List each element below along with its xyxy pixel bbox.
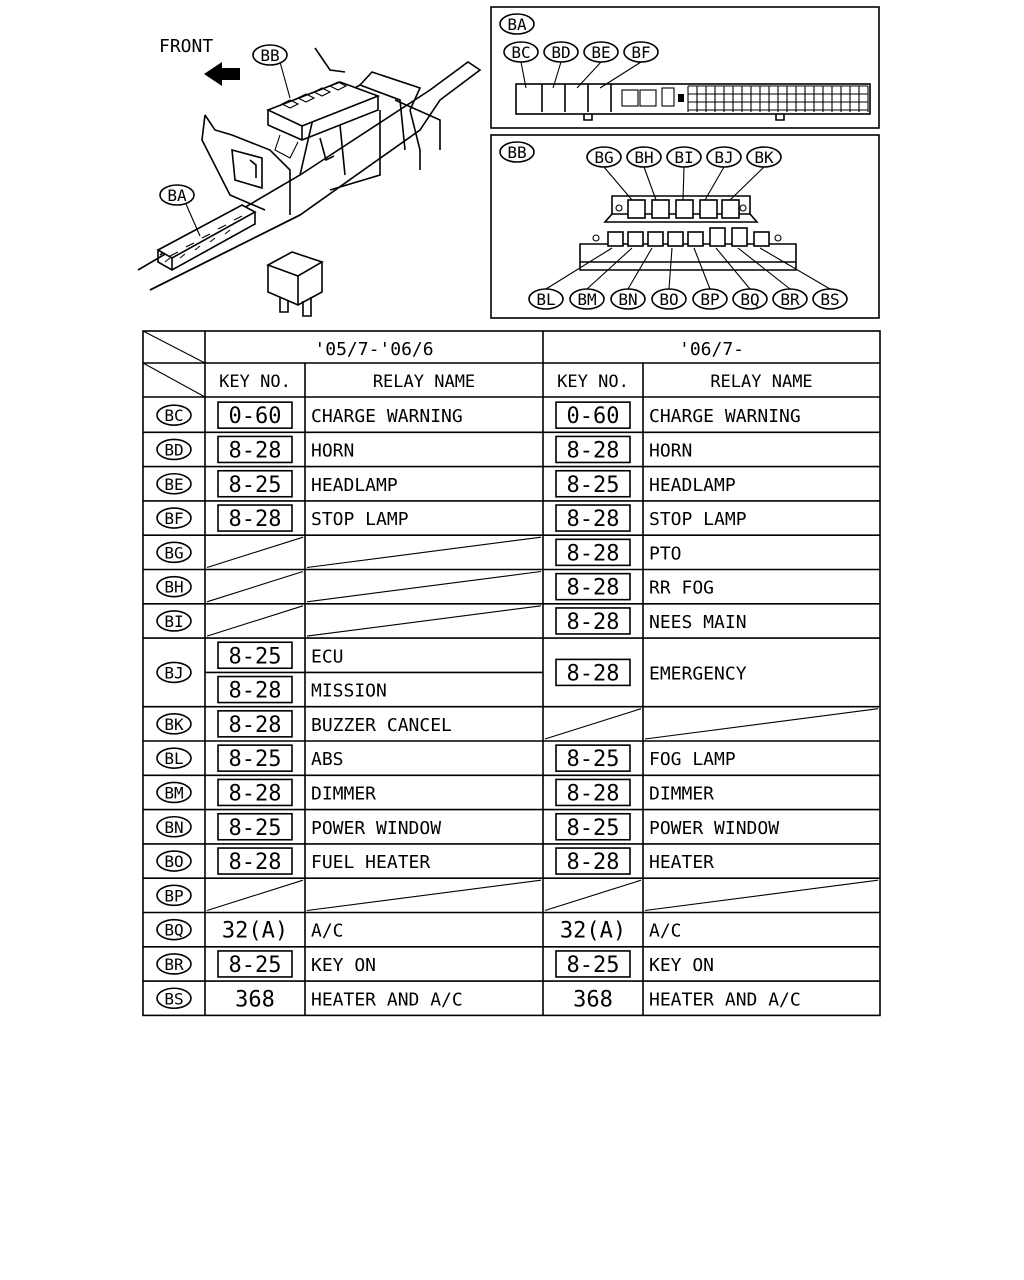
relay-bd-period1: HORN: [311, 440, 355, 462]
key-bf-period2: 8-28: [566, 507, 620, 533]
panel-ba-title: [500, 14, 534, 34]
svg-text:BD: BD: [551, 43, 571, 62]
relay-bo-period2: HEATER: [649, 852, 715, 874]
svg-text:BE: BE: [591, 43, 611, 62]
key-bc-period2: 0-60: [566, 404, 620, 430]
relay-bl-period2: FOG LAMP: [649, 749, 736, 771]
callout-bq: [733, 289, 767, 309]
key-bj-period2: 8-28: [566, 661, 620, 687]
key-bd-period2: 8-28: [566, 438, 620, 464]
svg-text:BB: BB: [260, 46, 280, 65]
callout-bb-main: [253, 45, 287, 65]
relay-bm-period1: DIMMER: [311, 783, 377, 805]
callout-bn: [611, 289, 645, 309]
key-bs-period1: 368: [235, 987, 275, 1013]
svg-text:BC: BC: [511, 43, 531, 62]
key-bl-period2: 8-25: [566, 747, 620, 773]
svg-text:BC: BC: [164, 406, 184, 426]
svg-text:BL: BL: [164, 749, 184, 769]
empty-key-bg-period1: [207, 537, 303, 567]
svg-text:BR: BR: [164, 954, 184, 974]
row-code-bf: [157, 508, 191, 528]
relay-bj-period2: EMERGENCY: [649, 663, 747, 685]
row-code-bd: [157, 439, 191, 459]
relay-bl-period1: ABS: [311, 749, 344, 771]
relay-bq-period2: A/C: [649, 920, 682, 942]
svg-text:BO: BO: [164, 852, 184, 872]
row-code-br: [157, 954, 191, 974]
callout-br: [773, 289, 807, 309]
callout-ba-main: [160, 185, 194, 205]
relay-bn-period1: POWER WINDOW: [311, 817, 442, 839]
key-be-period2: 8-25: [566, 472, 620, 498]
key-bi-period2: 8-28: [566, 609, 620, 635]
relay-bj-1-period1: ECU: [311, 646, 344, 668]
svg-text:BF: BF: [164, 509, 184, 529]
svg-text:BK: BK: [164, 714, 184, 734]
svg-text:BQ: BQ: [740, 290, 760, 309]
header-relay-name-2: RELAY NAME: [710, 372, 813, 392]
svg-text:BA: BA: [167, 186, 187, 205]
callout-bh: [627, 147, 661, 167]
empty-relay-bi-period1: [307, 606, 541, 636]
header-relay-name-1: RELAY NAME: [372, 372, 476, 392]
svg-text:BR: BR: [780, 290, 800, 309]
header-period-1: '05/7-'06/6: [314, 339, 434, 360]
callout-bi: [667, 147, 701, 167]
svg-text:BJ: BJ: [714, 148, 734, 167]
key-bc-period1: 0-60: [228, 404, 282, 430]
front-label: FRONT: [159, 36, 214, 57]
header-key-no-2: KEY NO.: [557, 372, 629, 392]
key-bl-period1: 8-25: [228, 747, 282, 773]
callout-bg: [587, 147, 621, 167]
empty-key-bi-period1: [207, 606, 303, 636]
empty-relay-bg-period1: [307, 537, 541, 567]
empty-key-bh-period1: [207, 572, 303, 602]
empty-key-bp-period2: [545, 880, 641, 910]
callout-bf: [624, 42, 658, 62]
row-code-bh: [157, 577, 191, 597]
callout-bp: [693, 289, 727, 309]
row-code-bg: [157, 542, 191, 562]
svg-text:BJ: BJ: [164, 663, 184, 683]
callout-bk: [747, 147, 781, 167]
key-bd-period1: 8-28: [228, 438, 282, 464]
row-code-bp: [157, 885, 191, 905]
svg-text:BG: BG: [594, 148, 614, 167]
empty-relay-bk-period2: [645, 709, 878, 739]
svg-text:BN: BN: [618, 290, 638, 309]
relay-bj-2-period1: MISSION: [311, 680, 387, 702]
svg-text:BO: BO: [659, 290, 679, 309]
relay-br-period1: KEY ON: [311, 954, 377, 976]
empty-key-bp-period1: [207, 880, 303, 910]
key-bq-period2: 32(A): [559, 918, 627, 944]
svg-text:BI: BI: [674, 148, 694, 167]
relay-bh-period2: RR FOG: [649, 577, 715, 599]
callout-bs: [813, 289, 847, 309]
empty-relay-bp-period2: [645, 880, 878, 910]
row-code-bs: [157, 988, 191, 1008]
svg-text:BH: BH: [164, 577, 184, 597]
callout-bj: [707, 147, 741, 167]
svg-text:BD: BD: [164, 440, 184, 460]
key-bs-period2: 368: [573, 987, 613, 1013]
panel-ba: [491, 7, 879, 128]
relay-bk-period1: BUZZER CANCEL: [311, 714, 452, 736]
svg-text:BS: BS: [820, 290, 840, 309]
key-bh-period2: 8-28: [566, 575, 620, 601]
svg-text:BA: BA: [507, 15, 527, 34]
empty-relay-bp-period1: [307, 880, 541, 910]
relay-bm-period2: DIMMER: [649, 783, 715, 805]
relay-bs-period1: HEATER AND A/C: [311, 989, 463, 1011]
callout-bl: [529, 289, 563, 309]
relay-bd-period2: HORN: [649, 440, 693, 462]
svg-text:BI: BI: [164, 611, 184, 631]
empty-key-bk-period2: [545, 709, 641, 739]
row-code-bi: [157, 611, 191, 631]
callout-bd: [544, 42, 578, 62]
key-bm-period1: 8-28: [228, 781, 282, 807]
svg-text:BP: BP: [164, 886, 184, 906]
svg-text:BN: BN: [164, 817, 184, 837]
row-code-bc: [157, 405, 191, 425]
relay-bg-period2: PTO: [649, 543, 682, 565]
key-bo-period2: 8-28: [566, 850, 620, 876]
svg-text:BE: BE: [164, 474, 184, 494]
empty-relay-bh-period1: [307, 572, 541, 602]
svg-text:BG: BG: [164, 543, 184, 563]
relay-br-period2: KEY ON: [649, 954, 715, 976]
svg-text:BB: BB: [507, 143, 527, 162]
svg-text:BM: BM: [577, 290, 597, 309]
key-bf-period1: 8-28: [228, 507, 282, 533]
key-bk-period1: 8-28: [228, 712, 282, 738]
relay-bo-period1: FUEL HEATER: [311, 852, 431, 874]
panel-bb-title: [500, 142, 534, 162]
row-code-be: [157, 474, 191, 494]
row-code-bj: [157, 662, 191, 682]
callout-bm: [570, 289, 604, 309]
relay-bs-period2: HEATER AND A/C: [649, 989, 801, 1011]
row-code-bq: [157, 920, 191, 940]
key-bq-period1: 32(A): [221, 918, 289, 944]
header-period-2: '06/7-: [678, 339, 745, 360]
svg-text:BP: BP: [700, 290, 720, 309]
svg-text:BH: BH: [634, 148, 654, 167]
key-br-period2: 8-25: [566, 952, 620, 978]
relay-bc-period1: CHARGE WARNING: [311, 406, 463, 428]
key-bj-1-period1: 8-25: [228, 644, 282, 670]
key-bj-2-period1: 8-28: [228, 678, 282, 704]
svg-text:BK: BK: [754, 148, 774, 167]
chassis-illustration: [138, 36, 480, 316]
key-bm-period2: 8-28: [566, 781, 620, 807]
relay-bn-period2: POWER WINDOW: [649, 817, 780, 839]
key-bo-period1: 8-28: [228, 850, 282, 876]
key-bn-period2: 8-25: [566, 815, 620, 841]
relay-bf-period2: STOP LAMP: [649, 509, 747, 531]
relay-bi-period2: NEES MAIN: [649, 611, 747, 633]
row-code-bo: [157, 851, 191, 871]
key-br-period1: 8-25: [228, 952, 282, 978]
callout-bc: [504, 42, 538, 62]
svg-text:BS: BS: [164, 989, 184, 1009]
row-code-bk: [157, 714, 191, 734]
svg-text:BF: BF: [631, 43, 651, 62]
row-code-bn: [157, 817, 191, 837]
svg-text:BL: BL: [536, 290, 556, 309]
relay-bq-period1: A/C: [311, 920, 344, 942]
svg-text:BQ: BQ: [164, 920, 184, 940]
front-arrow-icon: [204, 62, 240, 86]
row-code-bl: [157, 748, 191, 768]
callout-bo: [652, 289, 686, 309]
key-bn-period1: 8-25: [228, 815, 282, 841]
relay-table: [143, 331, 880, 1015]
panel-bb: [491, 135, 879, 318]
key-bg-period2: 8-28: [566, 541, 620, 567]
relay-be-period1: HEADLAMP: [311, 474, 398, 496]
relay-be-period2: HEADLAMP: [649, 474, 736, 496]
relay-bf-period1: STOP LAMP: [311, 509, 409, 531]
callout-be: [584, 42, 618, 62]
relay-bc-period2: CHARGE WARNING: [649, 406, 801, 428]
key-be-period1: 8-25: [228, 472, 282, 498]
row-code-bm: [157, 782, 191, 802]
header-key-no-1: KEY NO.: [219, 372, 291, 392]
svg-text:BM: BM: [164, 783, 184, 803]
